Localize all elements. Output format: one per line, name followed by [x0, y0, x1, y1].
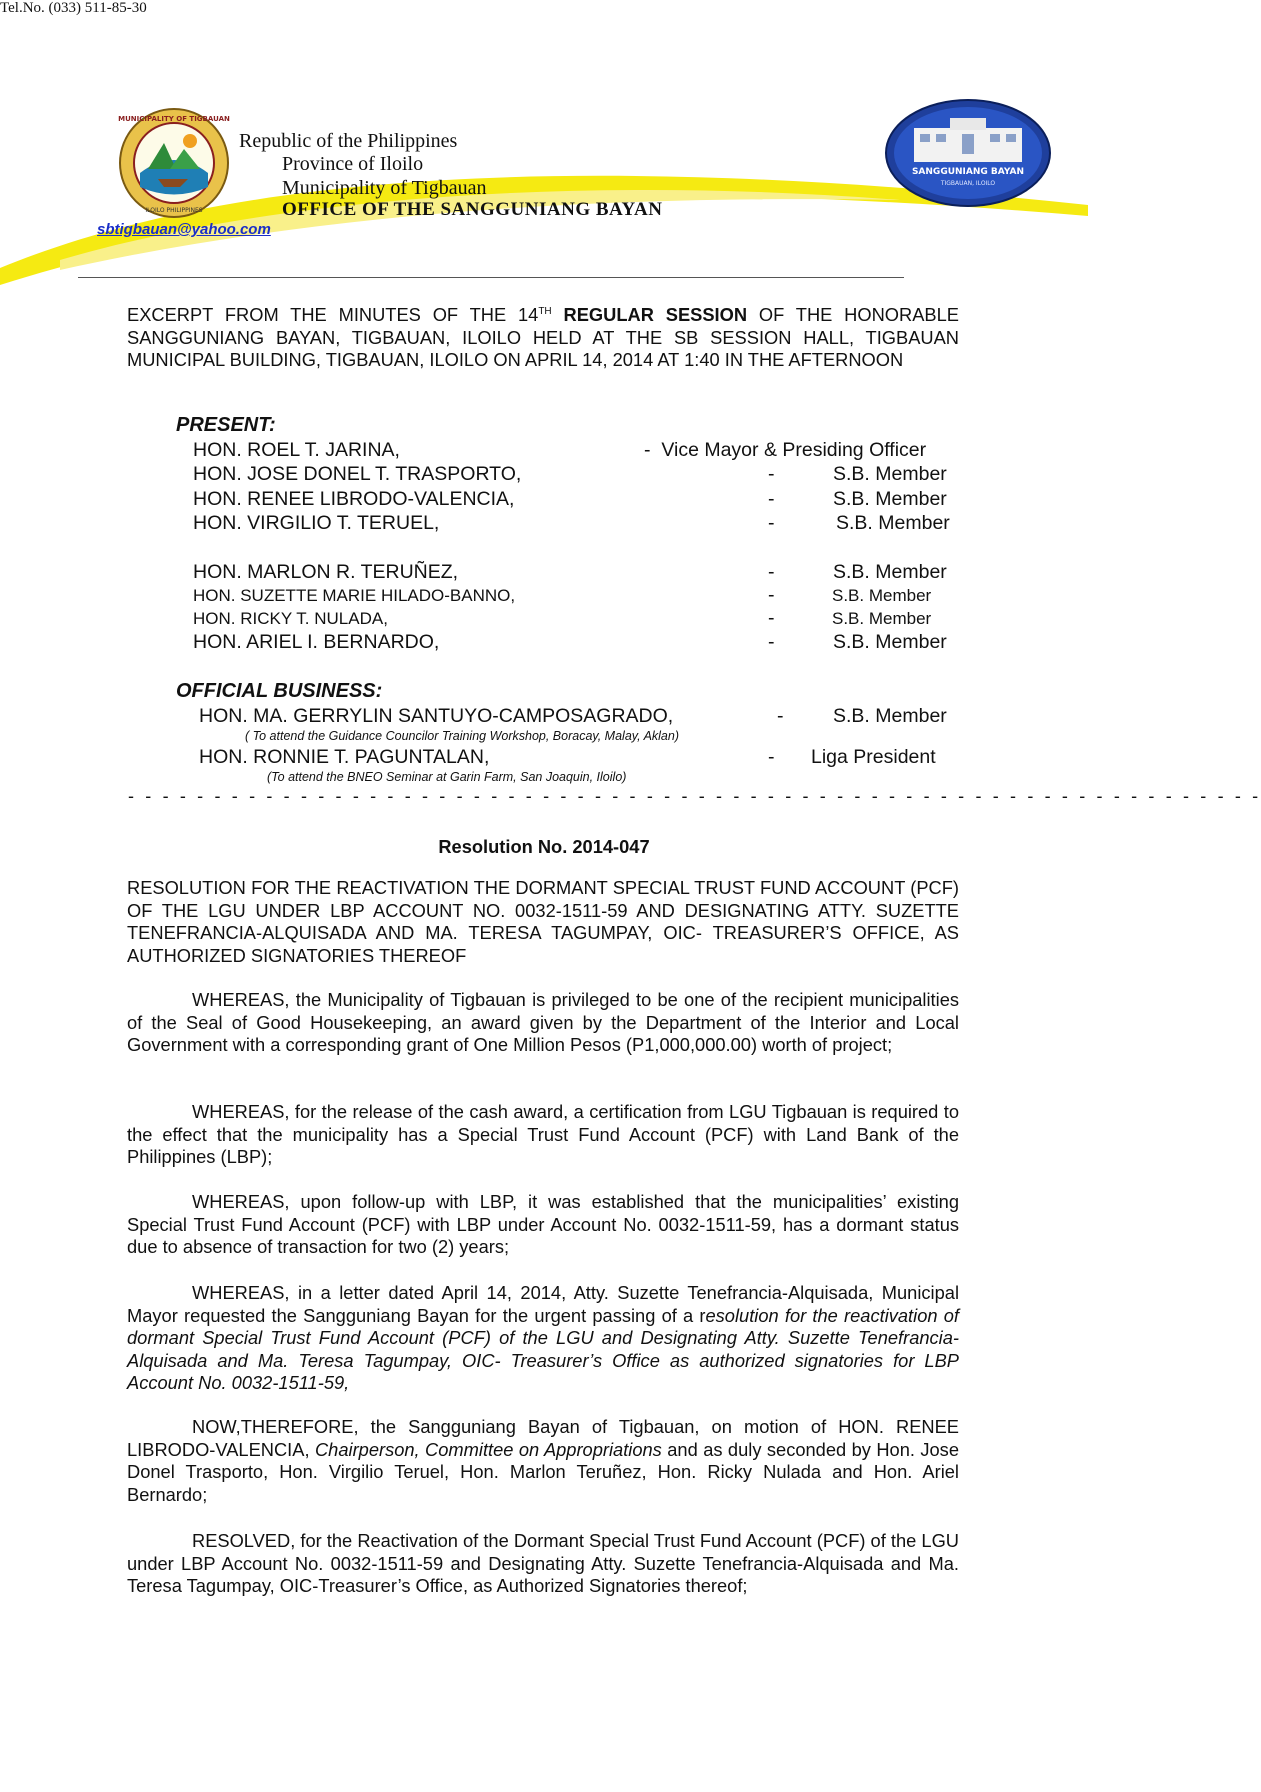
logo-sub-lettering: TIGBAUAN, ILOILO — [940, 180, 996, 187]
member-dash: - — [768, 584, 775, 606]
province-line: Province of Iloilo — [282, 153, 424, 175]
member-name: HON. RONNIE T. PAGUNTALAN, — [199, 746, 490, 768]
member-name: HON. MARLON R. TERUÑEZ, — [193, 561, 459, 583]
email-link[interactable]: sbtigbauan@yahoo.com — [97, 221, 271, 238]
seal-lettering: MUNICIPALITY OF TIGBAUAN — [118, 115, 230, 123]
member-dash: - — [768, 607, 775, 629]
member-role: Liga President — [811, 746, 936, 768]
therefore-paragraph: NOW,THEREFORE, the Sangguniang Bayan of Tigbauan, on motion of HON. RENEE LIBRODO-VALENCIA, Chairperson, Committee on Appropriations and as duly seconded by Hon. Jose Donel Trasporto, Hon. Virgilio Teruel, Hon. Marlon Teruñez, Hon. Ricky Nulada and Hon. Ariel Bernardo; — [127, 1416, 959, 1505]
member-name: HON. ARIEL I. BERNARDO, — [193, 631, 440, 653]
member-name: HON. RICKY T. NULADA, — [193, 609, 388, 628]
whereas-paragraph-1: WHEREAS, the Municipality of Tigbauan is privileged to be one of the recipient municipalities of the Seal of Good Housekeeping, an award given by the Department of the Interior and Local Government with a corresponding grant of One Million Pesos (P1,000,000.00) worth of project; — [127, 989, 959, 1056]
logo-lettering: SANGGUNIANG BAYAN — [911, 167, 1025, 177]
member-role: S.B. Member — [833, 631, 947, 653]
member-dash: - — [768, 512, 775, 534]
seal-sub-lettering: ILOILO PHILIPPINES — [145, 207, 203, 214]
member-name: HON. MA. GERRYLIN SANTUYO-CAMPOSAGRADO, — [199, 705, 674, 727]
member-role: S.B. Member — [833, 463, 947, 485]
member-role: S.B. Member — [836, 512, 950, 534]
member-role: S.B. Member — [832, 586, 932, 605]
present-heading: PRESENT: — [176, 414, 276, 436]
header-divider — [78, 277, 904, 278]
member-role: S.B. Member — [833, 705, 947, 727]
member-name: HON. VIRGILIO T. TERUEL, — [193, 512, 440, 534]
member-role: S.B. Member — [832, 609, 932, 628]
member-name: HON. RENEE LIBRODO-VALENCIA, — [193, 488, 515, 510]
member-dash: - — [768, 561, 775, 583]
member-role: - Vice Mayor & Presiding Officer — [644, 439, 927, 461]
dashed-separator: - - - - - - - - - - - - - - - - - - - - - - - - - - - - - - - - - - - - - - - - - - - - - - - - - - - - - - - - - - - - - - - - - - — [128, 786, 1261, 806]
member-dash: - — [768, 463, 775, 485]
municipality-line: Municipality of Tigbauan — [282, 177, 487, 199]
member-dash: - — [768, 746, 775, 768]
official-business-heading: OFFICIAL BUSINESS: — [176, 680, 383, 702]
resolution-number: Resolution No. 2014-047 — [438, 836, 650, 857]
member-dash: - — [768, 488, 775, 510]
member-name: HON. SUZETTE MARIE HILADO-BANNO, — [193, 586, 516, 605]
member-name: HON. JOSE DONEL T. TRASPORTO, — [193, 463, 522, 485]
municipality-seal-icon — [118, 107, 230, 219]
republic-line: Republic of the Philippines — [239, 130, 458, 152]
member-dash: - — [768, 631, 775, 653]
official-business-note: ( To attend the Guidance Councilor Training Workshop, Boracay, Malay, Aklan) — [245, 729, 680, 743]
sangguniang-bayan-logo-icon — [884, 98, 1052, 208]
resolution-title: RESOLUTION FOR THE REACTIVATION THE DORMANT SPECIAL TRUST FUND ACCOUNT (PCF) OF THE LGU UNDER LBP ACCOUNT NO. 0032-1511-59 AND DESIGNATING ATTY. SUZETTE TENEFRANCIA-ALQUISADA AND MA. TERESA TAGUMPAY, OIC- TREASURER’S OFFICE, AS AUTHORIZED SIGNATORIES THEREOF — [127, 877, 959, 966]
member-role: S.B. Member — [833, 561, 947, 583]
whereas-paragraph-2: WHEREAS, for the release of the cash award, a certification from LGU Tigbauan is required to the effect that the municipality has a Special Trust Fund Account (PCF) with Land Bank of the Philippines (LBP); — [127, 1101, 959, 1168]
telephone-number: Tel.No. (033) 511-85-30 — [0, 0, 147, 16]
whereas-paragraph-4: WHEREAS, in a letter dated April 14, 2014, Atty. Suzette Tenefrancia-Alquisada, Municipal Mayor requested the Sangguniang Bayan for the urgent passing of a resolution for the reactivation of dormant Special Trust Fund Account (PCF) of the LGU and Designating Atty. Suzette Tenefrancia-Alquisada and Ma. Teresa Tagumpay, OIC- Treasurer’s Office as authorized signatories for LBP Account No. 0032-1511-59, — [127, 1282, 959, 1394]
excerpt-paragraph: EXCERPT FROM THE MINUTES OF THE 14TH REGULAR SESSION OF THE HONORABLE SANGGUNIANG BAYAN, TIGBAUAN, ILOILO HELD AT THE SB SESSION HALL, TIGBAUAN MUNICIPAL BUILDING, TIGBAUAN, ILOILO ON APRIL 14, 2014 AT 1:40 IN THE AFTERNOON — [127, 304, 959, 371]
office-title: OFFICE OF THE SANGGUNIANG BAYAN — [282, 199, 663, 220]
member-dash: - — [777, 705, 784, 727]
whereas-paragraph-3: WHEREAS, upon follow-up with LBP, it was established that the municipalities’ existing Special Trust Fund Account (PCF) with LBP under Account No. 0032-1511-59, has a dormant status due to absence of transaction for two (2) years; — [127, 1191, 959, 1258]
member-role: S.B. Member — [833, 488, 947, 510]
member-name: HON. ROEL T. JARINA, — [193, 439, 400, 461]
resolved-paragraph: RESOLVED, for the Reactivation of the Dormant Special Trust Fund Account (PCF) of the LGU under LBP Account No. 0032-1511-59 and Designating Atty. Suzette Tenefrancia-Alquisada and Ma. Teresa Tagumpay, OIC-Treasurer’s Office, as Authorized Signatories thereof; — [127, 1530, 959, 1597]
official-business-note: (To attend the BNEO Seminar at Garin Farm, San Joaquin, Iloilo) — [267, 770, 627, 784]
